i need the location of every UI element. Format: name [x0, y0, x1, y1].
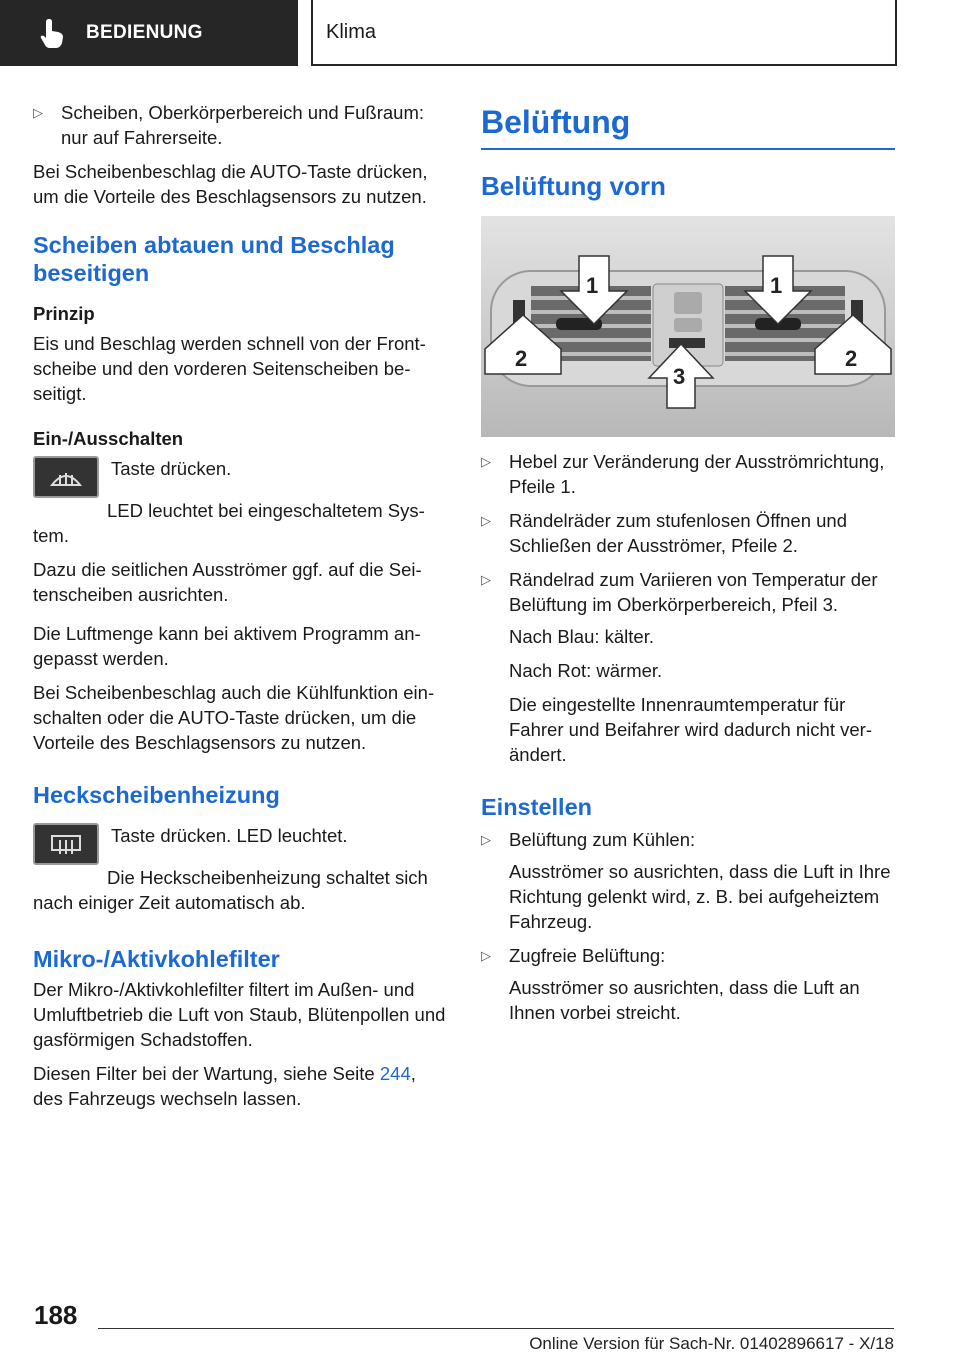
chapter-label: Klima	[326, 20, 377, 43]
paragraph: LED leuchtet bei eingeschaltetem System.	[33, 500, 425, 546]
chapter-tab[interactable]	[311, 0, 897, 66]
key-block: Taste drücken. LED leuchtet.	[33, 823, 448, 865]
label-arrow-3: 3	[673, 364, 686, 389]
list-item: ▷ Rändelräder zum stufenlosen Öffnen und Schließen der Ausströmer, Pfeile 2.	[481, 510, 848, 556]
triangle-right-icon: ▷	[33, 105, 43, 120]
section-label: BEDIENUNG	[86, 22, 203, 43]
label-arrow-1a: 1	[586, 273, 599, 298]
paragraph: Dazu die seitlichen Ausströmer ggf. auf die Seitenscheiben ausrichten.	[33, 559, 422, 605]
paragraph: Bei Scheibenbeschlag die AUTO‑Taste drücken, um die Vorteile des Beschlagsensors zu nutzen.	[33, 161, 428, 207]
heading-belueftung: Belüftung	[481, 102, 895, 150]
paragraph: Eis und Beschlag werden schnell von der Frontscheibe und den vorderen Seitenscheiben beseitigt.	[33, 333, 426, 404]
list-item: ▷ Belüftung zum Kühlen: Ausströmer so ausrichten, dass die Luft in Ihre Richtung gelenkt wird, z. B. bei aufgeheiztem Fahrzeug.	[481, 829, 891, 932]
triangle-right-icon: ▷	[481, 572, 491, 587]
footer-text: Online Version für Sach-Nr. 01402896617 - X/18	[529, 1334, 894, 1353]
heading-belueftung-vorn: Belüftung vorn	[481, 171, 666, 201]
paragraph: Die Luftmenge kann bei aktivem Programm angepasst werden.	[33, 623, 421, 669]
right-column	[481, 100, 895, 1034]
heading-einstellen: Einstellen	[481, 794, 593, 820]
footer-divider	[98, 1328, 894, 1329]
page-link[interactable]: 244	[379, 1063, 411, 1084]
paragraph: Der Mikro-/Aktivkohlefilter filtert im Außen- und Umluftbetrieb die Luft von Staub, Blütenpollen und gasförmigen Schadstoffen.	[33, 979, 446, 1050]
heading-defrost: Scheiben abtauen und Beschlag beseitigen	[33, 232, 395, 286]
paragraph: Bei Scheibenbeschlag auch die Kühlfunktion einschalten oder die AUTO‑Taste drücken, um die Vorteile des Beschlagsensors zu nutzen.	[33, 682, 435, 753]
vent-photo	[481, 216, 895, 437]
heading-filter: Mikro-/Aktivkohlefilter	[33, 946, 280, 972]
vent-illustration	[481, 216, 895, 437]
left-column	[33, 100, 448, 1120]
key-block: Taste drücken.	[33, 456, 448, 498]
label-arrow-2b: 2	[845, 346, 858, 371]
triangle-right-icon: ▷	[481, 832, 491, 847]
list-item: ▷ Zugfreie Belüftung: Ausströmer so ausrichten, dass die Luft an Ihnen vorbei streicht.	[481, 945, 860, 1023]
page-number: 188	[34, 1300, 78, 1330]
defrost-icon	[46, 463, 86, 491]
rear-defrost-key	[33, 823, 99, 865]
triangle-right-icon: ▷	[481, 454, 491, 469]
section-tab[interactable]	[0, 0, 298, 66]
list-item: ▷ Hebel zur Veränderung der Ausströmrichtung, Pfeile 1.	[481, 451, 885, 497]
list-item: ▷ Scheiben, Oberkörperbereich und Fußraum: nur auf Fahrerseite.	[33, 102, 424, 148]
heading-heck: Heckscheibenheizung	[33, 782, 280, 808]
list-item: ▷ Rändelrad zum Variieren von Temperatur der Belüftung im Oberkörperbereich, Pfeil 3. Nach Blau: kälter. Nach Rot: wärmer. Die eingestellte Innenraumtemperatur für Fahrer und Beifahrer wird dadurch nicht verändert.	[481, 569, 878, 765]
defrost-key	[33, 456, 99, 498]
label-arrow-1b: 1	[770, 273, 783, 298]
paragraph: Diesen Filter bei der Wartung, siehe Seite 244, des Fahrzeugs wechseln lassen.	[33, 1063, 416, 1109]
label-arrow-2a: 2	[515, 346, 528, 371]
heading-onoff: Ein-/Ausschalten	[33, 428, 184, 449]
defrost-icon	[46, 830, 86, 858]
heading-prinzip: Prinzip	[33, 303, 95, 324]
paragraph: Die Heckscheibenheizung schaltet sich nach einiger Zeit automatisch ab.	[33, 867, 428, 913]
pointing-hand-icon	[38, 17, 68, 49]
triangle-right-icon: ▷	[481, 948, 491, 963]
triangle-right-icon: ▷	[481, 513, 491, 528]
